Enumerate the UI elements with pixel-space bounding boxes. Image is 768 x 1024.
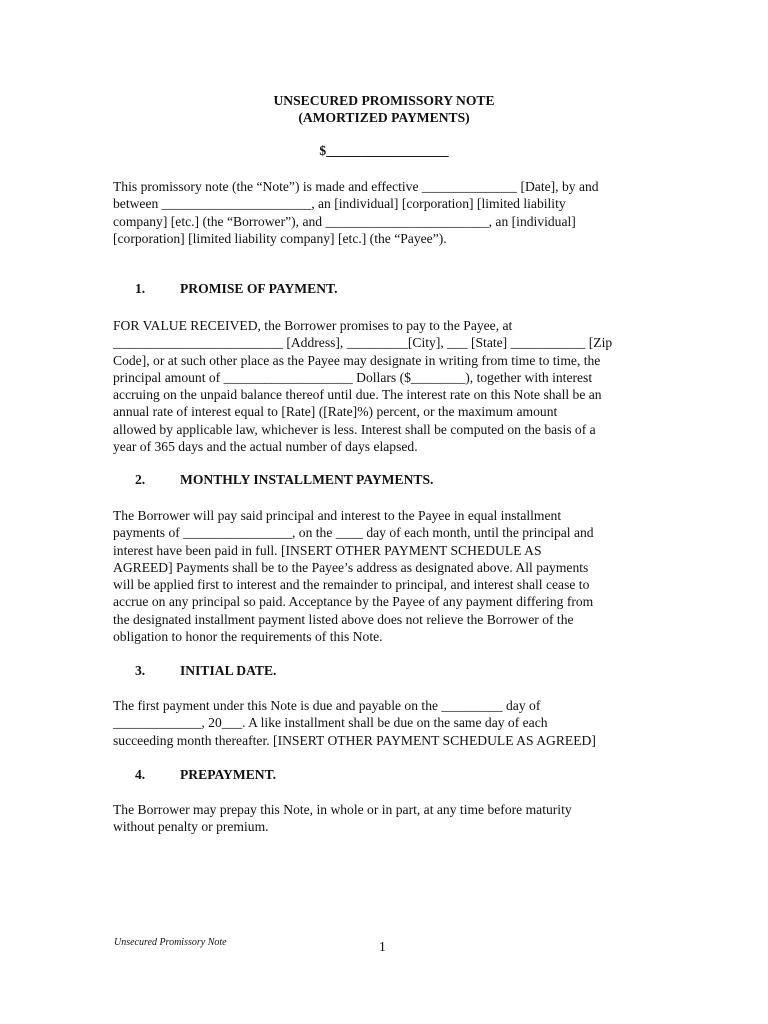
paragraph-line: year of 365 days and the actual number of days elapsed. [113,439,418,455]
paragraph-line: _____________, 20___. A like installment shall be due on the same day of each [113,715,548,731]
section-number: 2. [135,472,146,487]
section-title: PREPAYMENT. [180,767,277,782]
amount-line: $__________________ [319,143,449,158]
section-title: MONTHLY INSTALLMENT PAYMENTS. [180,472,434,487]
paragraph-line: annual rate of interest equal to [Rate] ([Rate]%) percent, or the maximum amount [113,404,558,420]
paragraph-line: obligation to honor the requirements of this Note. [113,629,383,645]
paragraph-line: payments of ________________, on the ____ day of each month, until the principal and [113,525,594,541]
section-paragraph-4 [113,801,658,836]
paragraph-line: succeeding month thereafter. [INSERT OTHER PAYMENT SCHEDULE AS AGREED] [113,732,596,748]
intro-line: between ______________________, an [individual] [corporation] [limited liability [113,196,566,212]
paragraph-line: accrue on any principal so paid. Acceptance by the Payee of any payment differing from [113,594,594,610]
paragraph-line: interest have been paid in full. [INSERT OTHER PAYMENT SCHEDULE AS [113,542,542,558]
intro-line: company] [etc.] (the “Borrower”), and ________________________, an [individual] [113,213,576,229]
paragraph-line: FOR VALUE RECEIVED, the Borrower promises to pay to the Payee, at [113,318,513,333]
intro-paragraph [113,178,658,247]
paragraph-line: without penalty or premium. [113,819,269,835]
section-title: PROMISE OF PAYMENT. [180,281,338,296]
section-paragraph-3 [113,697,658,749]
section-heading-2 [135,472,433,488]
paragraph-line: The Borrower will pay said principal and interest to the Payee in equal installment [113,508,562,523]
section-heading-4 [135,767,276,783]
section-paragraph-2 [113,507,658,645]
intro-line: [corporation] [limited liability company] [etc.] (the “Payee”). [113,230,447,246]
paragraph-line: _________________________ [Address], _________[City], ___ [State] ___________ [Zip [113,335,613,351]
section-title: INITIAL DATE. [180,663,277,678]
paragraph-line: principal amount of ___________________ Dollars ($________), together with interest [113,369,593,385]
paragraph-line: Code], or at such other place as the Payee may designate in writing from time to time, the [113,352,601,368]
paragraph-line: The first payment under this Note is due and payable on the _________ day of [113,698,541,713]
section-heading-1 [135,281,337,297]
title-line-2: (AMORTIZED PAYMENTS) [298,110,470,125]
footer-document-name: Unsecured Promissory Note [114,937,227,948]
paragraph-line: will be applied first to interest and the remainder to principal, and interest shall cease to [113,577,590,593]
document-title [0,92,768,126]
paragraph-line: accruing on the unpaid balance thereof until due. The interest rate on this Note shall be an [113,387,602,403]
section-number: 3. [135,663,146,678]
intro-line: This promissory note (the “Note”) is made and effective ______________ [Date], by and [113,179,599,194]
paragraph-line: the designated installment payment listed above does not relieve the Borrower of the [113,611,574,627]
section-paragraph-1 [113,317,658,455]
paragraph-line: AGREED] Payments shall be to the Payee’s address as designated above. All payments [113,559,589,575]
paragraph-line: allowed by applicable law, whichever is less. Interest shall be computed on the basis of a [113,421,596,437]
footer-page-number: 1 [379,939,386,954]
paragraph-line: The Borrower may prepay this Note, in whole or in part, at any time before maturity [113,802,572,817]
title-line-1: UNSECURED PROMISSORY NOTE [273,93,495,108]
section-heading-3 [135,663,276,679]
section-number: 4. [135,767,146,782]
section-number: 1. [135,281,146,296]
